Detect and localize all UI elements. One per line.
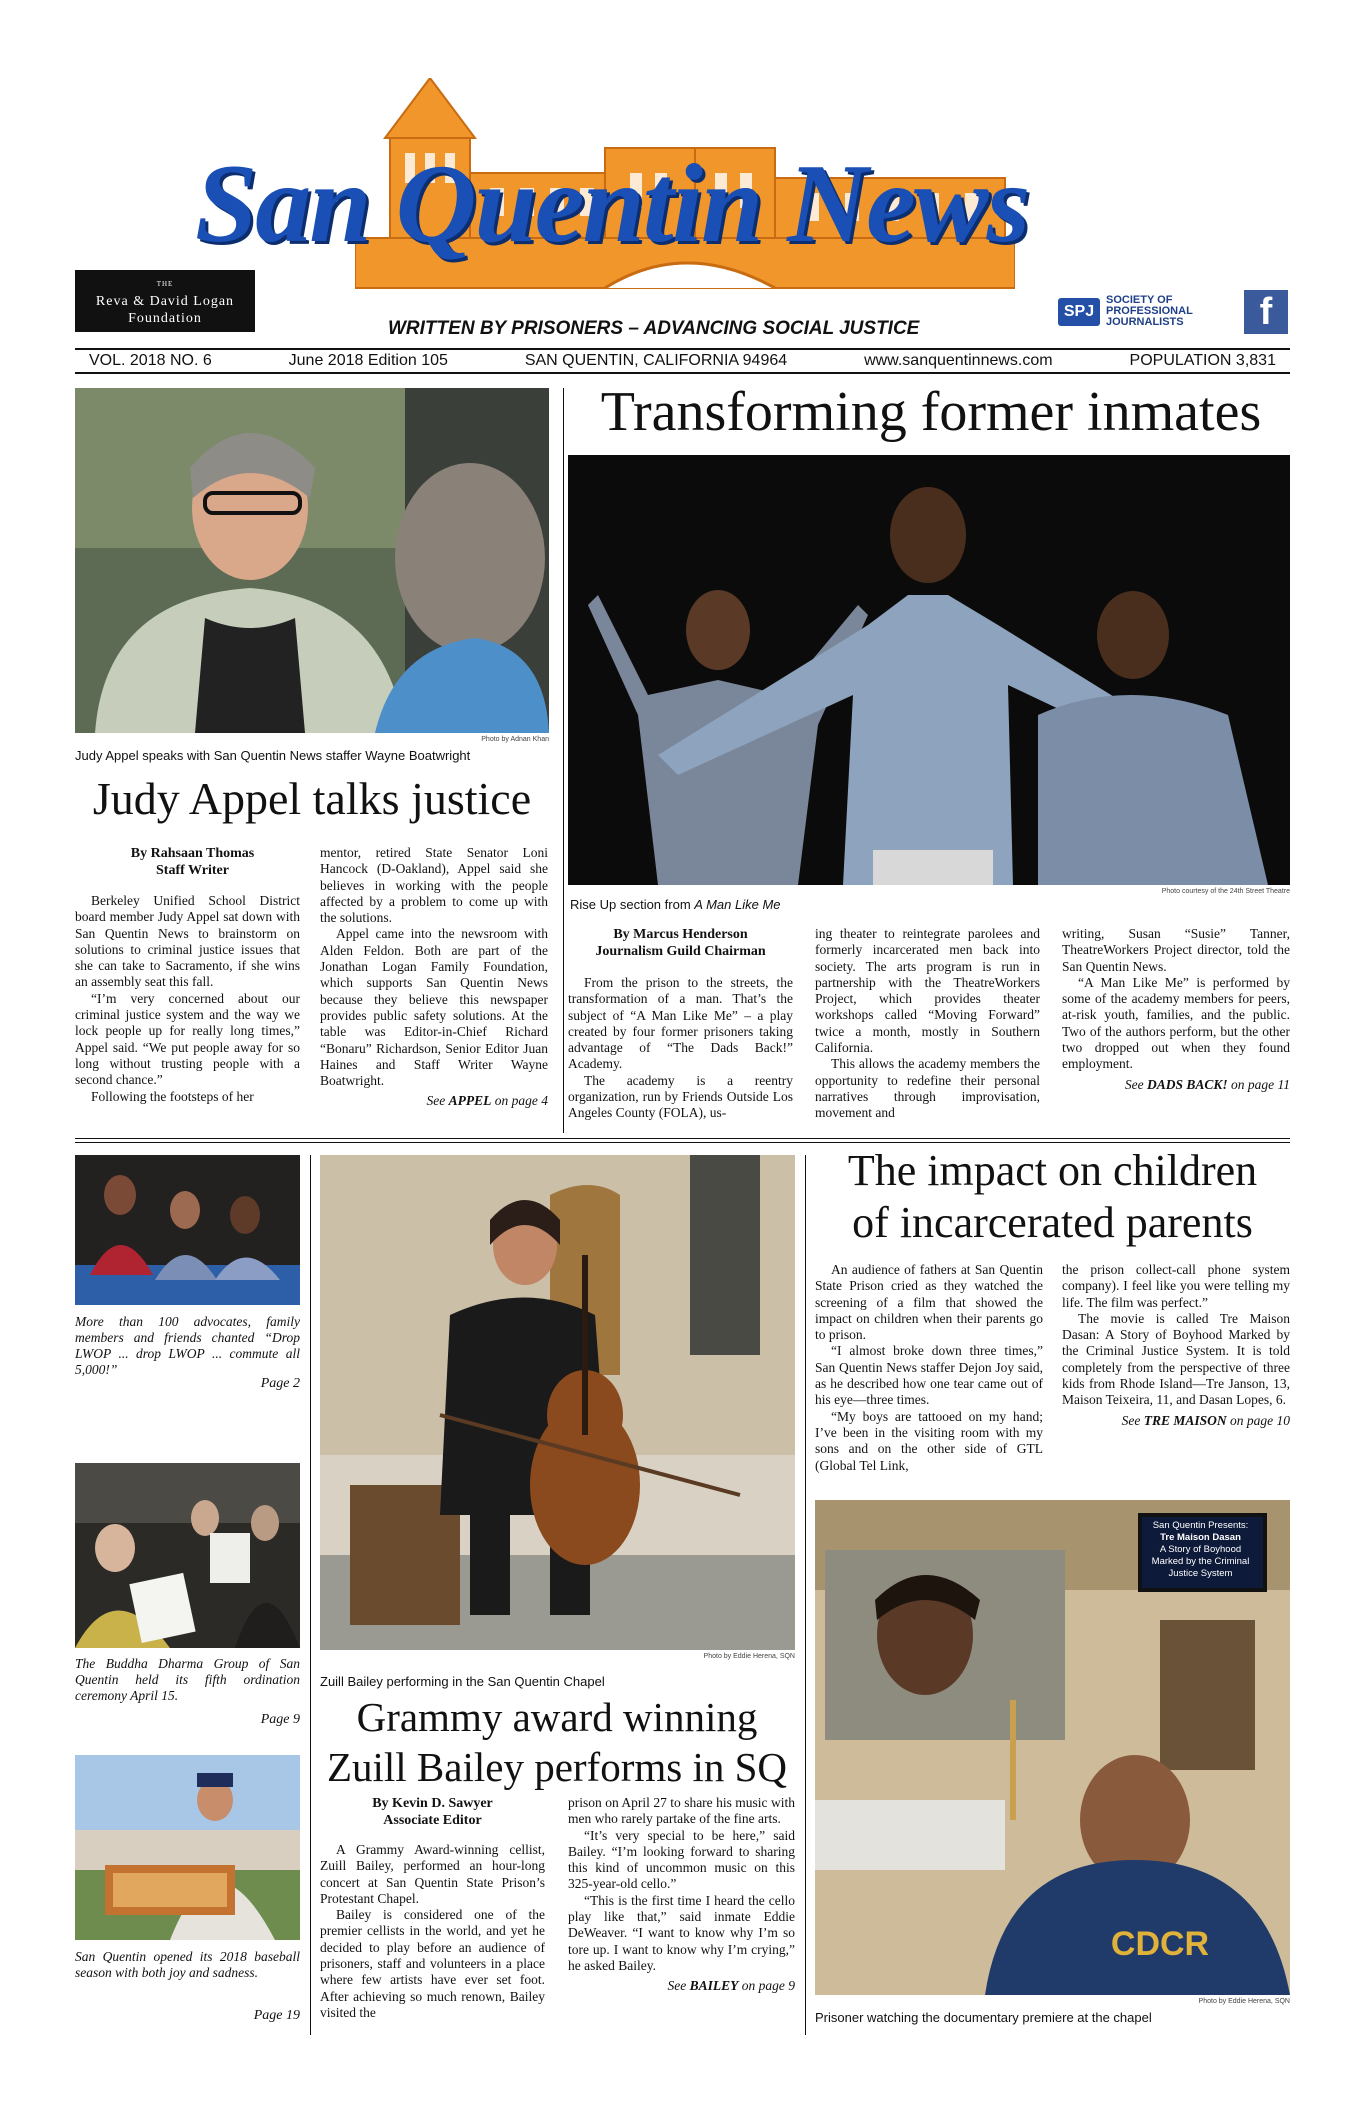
bailey-headline: Grammy award winning Zuill Bailey performs in SQ bbox=[326, 1694, 788, 1790]
dads-column-2: ing theater to reintegrate parolees and formerly incarcerated men back into society. The arts program is run in partnership with the TheatreWorkers Project, which provides theater workshops called “Moving Forward” twice a month, mostly in Southern California. This allows the academy members the opportunity to redefine their personal narratives through improvisation, movement and bbox=[815, 926, 1040, 1121]
bailey-column-2: prison on April 27 to share his music with men who rarely partake of the fine arts. “It’s very special to be here,” said Bailey. “I’m looking forward to sharing this kind of uncommon music on this 325-year-old cello.” “This is the first time I heard the cello play like that,” said inmate Eddie DeWeaver. “I want to know why I’m so tore up. I want to know why I’m crying,” he asked Bailey. See BAILEY on page 9 bbox=[568, 1795, 795, 1994]
sidebar-caption-1: More than 100 advocates, family members and friends chanted “Drop LWOP ... drop LWOP ... commute all 5,000!” bbox=[75, 1314, 300, 1377]
sidebar-page-link-1[interactable]: Page 2 bbox=[260, 1376, 300, 1391]
spj-logo-icon: SPJ bbox=[1058, 298, 1100, 326]
appel-photo bbox=[75, 388, 549, 733]
sidebar-page-link-2[interactable]: Page 9 bbox=[260, 1712, 300, 1727]
maison-headline: The impact on children of incarcerated parents bbox=[847, 1146, 1258, 1247]
sidebar-photo-buddha bbox=[75, 1463, 300, 1648]
maison-column-1: An audience of fathers at San Quentin State Prison cried as they watched the screening of a film that showed the impact on children when their parents go to prison. “I almost broke down three times,” San Quentin News staffer Dejon Joy said, as he described how one tear came out of his eye—three times. “My boys are tattooed on my hand; I’ve been in the visiting room with my sons and on the other side of GTL (Global Tel Link, bbox=[815, 1262, 1043, 1473]
bailey-photo bbox=[320, 1155, 795, 1650]
sidebar-page-link-3[interactable]: Page 19 bbox=[253, 2008, 300, 2023]
maison-jump-link[interactable]: See TRE MAISON on page 10 bbox=[1121, 1412, 1290, 1428]
appel-byline: By Rahsaan Thomas Staff Writer bbox=[130, 846, 255, 878]
spj-badge: SPJ SOCIETY OF PROFESSIONAL JOURNALISTS bbox=[1058, 295, 1193, 328]
location: SAN QUENTIN, CALIFORNIA 94964 bbox=[524, 352, 788, 369]
dads-photo bbox=[568, 455, 1290, 885]
appel-photo-caption: Judy Appel speaks with San Quentin News staffer Wayne Boatwright bbox=[75, 748, 471, 763]
dads-jump-link[interactable]: See DADS BACK! on page 11 bbox=[1124, 1076, 1290, 1092]
volume: VOL. 2018 NO. 6 bbox=[89, 352, 212, 369]
maison-photo-caption: Prisoner watching the documentary premiere at the chapel bbox=[815, 2010, 1152, 2025]
maison-tv-screen-text: San Quentin Presents: Tre Maison Dasan A Story of Boyhood Marked by the Criminal Justice System bbox=[1151, 1520, 1250, 1579]
appel-headline: Judy Appel talks justice bbox=[92, 773, 532, 824]
appel-jump-link[interactable]: See APPEL on page 4 bbox=[426, 1093, 548, 1109]
bailey-column-1: A Grammy Award-winning cellist, Zuill Bailey, performed an hour-long concert at San Quentin State Prison’s Protestant Chapel. Bailey is considered one of the premier cellists in the world, and yet he decided to play before an audience of prisoners, staff and volunteers in a place where few artists have ever set foot. After achieving so much renown, Bailey visited the bbox=[320, 1842, 545, 2020]
website-link[interactable]: www.sanquentinnews.com bbox=[864, 352, 1053, 369]
info-bar bbox=[75, 348, 1290, 374]
appel-photo-credit: Photo by Adnan Khan bbox=[481, 736, 549, 743]
bailey-photo-caption: Zuill Bailey performing in the San Quentin Chapel bbox=[320, 1674, 605, 1689]
dads-byline: By Marcus Henderson Journalism Guild Chairman bbox=[595, 927, 766, 959]
newspaper-title: San Quentin News bbox=[195, 142, 1029, 266]
dads-column-3: writing, Susan “Susie” Tanner, TheatreWorkers Project director, told the San Quentin News. “A Man Like Me” is performed by some of the academy members for peers, at-risk youth, families, and the public. Two of the authors perform, but the other two dropped out when they found employment. See DADS BACK! on page 11 bbox=[1062, 926, 1290, 1092]
dads-column-1: From the prison to the streets, the transformation of a man. That’s the subject of “A Man Like Me” – a play created by four former prisoners taking advantage of “The Dads Back!” Academy. The academy is a reentry organization, run by Friends Outside Los Angeles County (FOLA), us- bbox=[568, 975, 793, 1121]
dads-headline: Transforming former inmates bbox=[600, 381, 1262, 443]
population: POPULATION 3,831 bbox=[1129, 352, 1276, 369]
maison-column-2: the prison collect-call phone system company). I feel like you were telling my life. The film was perfect.” The movie is called Tre Maison Dasan: A Story of Boyhood Marked by the Criminal Justice System. It is told completely from the perspective of three kids from Rhode Island—Tre Janson, 13, Maison Teixeira, 11, and Dasan Lopes, 6. See TRE MAISON on page 10 bbox=[1062, 1262, 1290, 1428]
dads-photo-credit: Photo courtesy of the 24th Street Theatre bbox=[1161, 888, 1290, 895]
bailey-photo-credit: Photo by Eddie Herena, SQN bbox=[703, 1653, 795, 1660]
foundation-logo: THE Reva & David Logan Foundation bbox=[75, 270, 255, 332]
appel-column-1: Berkeley Unified School District board member Judy Appel sat down with San Quentin News to brainstorm on solutions to criminal justice issues that she can take to Sacramento, if she wins an assembly seat this fall. “I’m very concerned about our criminal justice system and the way we lock people up for really long times,” Appel said. “We put people away for so long without trusting people with a second chance.” Following the footsteps of her bbox=[75, 893, 300, 1104]
sidebar-photo-rally bbox=[75, 1155, 300, 1305]
bailey-byline: By Kevin D. Sawyer Associate Editor bbox=[372, 1796, 493, 1828]
sidebar-caption-2: The Buddha Dharma Group of San Quentin held its fifth ordination ceremony April 15. bbox=[75, 1656, 300, 1703]
bailey-jump-link[interactable]: See BAILEY on page 9 bbox=[667, 1978, 795, 1994]
sidebar-photo-baseball bbox=[75, 1755, 300, 1940]
facebook-icon[interactable]: f bbox=[1244, 290, 1288, 334]
maison-photo-credit: Photo by Eddie Herena, SQN bbox=[1198, 1998, 1290, 2005]
appel-column-2: mentor, retired State Senator Loni Hancock (D-Oakland), Appel said she believes in working with the people affected by a problem to come up with the solutions. Appel came into the newsroom with Alden Feldon. Both are part of the Jonathan Logan Family Foundation, which supports San Quentin News because they believe this newspaper provides public safety solutions. At the table was Editor-in-Chief Richard “Bonaru” Richardson, Senior Editor Juan Haines and Staff Writer Wayne Boatwright. See APPEL on page 4 bbox=[320, 845, 548, 1109]
tagline: WRITTEN BY PRISONERS – ADVANCING SOCIAL JUSTICE bbox=[388, 318, 920, 339]
sidebar-caption-3: San Quentin opened its 2018 baseball season with both joy and sadness. bbox=[75, 1949, 300, 1980]
dads-photo-caption: Rise Up section from A Man Like Me bbox=[570, 897, 781, 912]
maison-jacket-text: CDCR bbox=[1110, 1925, 1210, 1963]
edition: June 2018 Edition 105 bbox=[288, 352, 448, 369]
